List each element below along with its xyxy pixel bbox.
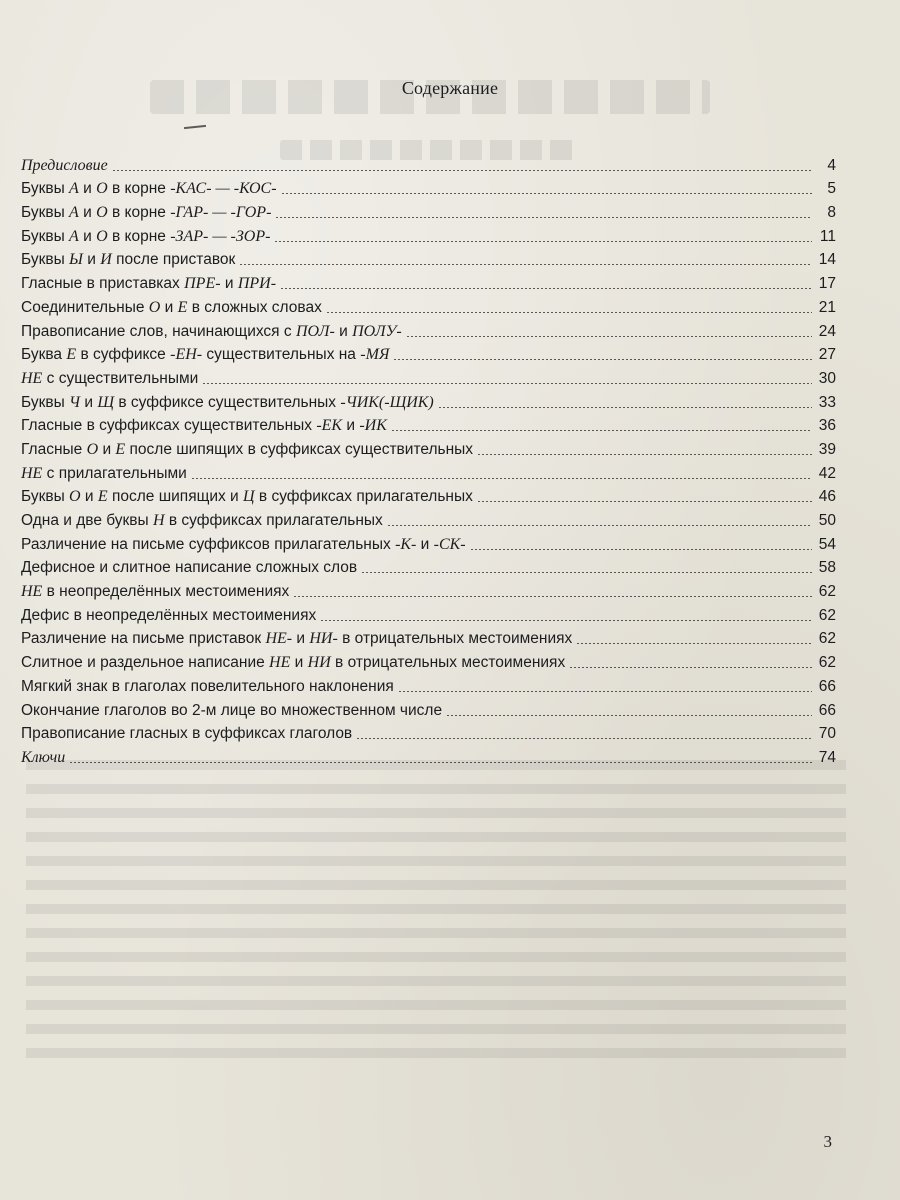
toc-entry-italic-part: А [69, 204, 79, 222]
toc-entry-text-part: Окончание глаголов во 2-м лице во множественном числе [21, 701, 443, 719]
toc-page-number: 27 [818, 346, 836, 364]
toc-page-number: 62 [818, 654, 836, 672]
toc-entry [21, 270, 836, 294]
toc-page-number: 62 [818, 606, 836, 624]
toc-entry-text-part: и [80, 393, 98, 411]
toc-page-number: 36 [818, 417, 836, 435]
dot-leader [477, 454, 812, 455]
toc-entry-italic-part: НЕ [21, 369, 43, 387]
toc-entry-italic-part: Ы [69, 251, 83, 269]
toc-entry [21, 602, 836, 626]
toc-entry-title [21, 274, 278, 294]
toc-entry-title [21, 724, 354, 744]
toc-entry-title [21, 416, 389, 436]
toc-entry-text-part: в суффиксе [76, 346, 171, 364]
toc-entry-title [21, 156, 110, 176]
toc-entry [21, 626, 836, 650]
toc-entry-text-part: Дефисное и слитное написание сложных слов [21, 559, 358, 577]
dot-leader [320, 620, 812, 621]
toc-entry-title [21, 629, 574, 649]
toc-entry [21, 318, 836, 342]
toc-entry-text-part: в суффиксе существительных [114, 393, 341, 411]
toc-entry-title [21, 511, 385, 531]
toc-entry [21, 555, 836, 579]
toc-entry-title [21, 558, 359, 578]
dot-leader [470, 549, 812, 550]
toc-entry [21, 152, 836, 176]
dot-leader [361, 572, 812, 573]
toc-entry [21, 436, 836, 460]
toc-entry-title [21, 440, 475, 460]
toc-entry-text-part: с существительными [42, 369, 199, 387]
toc-entry-italic-part: О [148, 298, 161, 316]
toc-entry-italic-part: -ЕК [316, 417, 343, 435]
toc-entry-title [21, 582, 291, 602]
toc-entry-italic-part: НЕ [269, 654, 291, 672]
toc-entry-title [21, 179, 279, 199]
toc-page-number: 66 [818, 677, 836, 695]
toc-entry-text-part: и [334, 322, 353, 340]
toc-entry-text-part: в суффиксах прилагательных [254, 488, 473, 506]
toc-entry [21, 460, 836, 484]
toc-entry-text-part: и [80, 488, 98, 506]
toc-entry-text-part: Одна и две буквы [21, 512, 153, 529]
toc-entry-italic-part: Е [66, 346, 77, 364]
toc-entry-italic-part: НЕ- [265, 630, 293, 648]
toc-entry-text-part: Правописание гласных в суффиксах глаголов [21, 725, 353, 743]
toc-entry-text-part: Мягкий знак в глаголах повелительного наклонения [21, 677, 394, 695]
toc-entry-italic-part: -КАС- — -КОС- [170, 180, 277, 198]
toc-entry-text-part: Буквы [21, 180, 70, 198]
toc-entry-italic-part: -ГАР- — -ГОР- [170, 204, 272, 222]
toc-entry-text-part: и [160, 298, 178, 316]
toc-entry-title [21, 535, 468, 555]
toc-entry-title [21, 250, 237, 270]
toc-page-number: 5 [827, 180, 836, 198]
toc-entry-title [21, 203, 273, 223]
dot-leader [393, 359, 812, 360]
toc-entry [21, 413, 836, 437]
toc-entry-title [21, 653, 567, 673]
toc-entry-italic-part: НЕ [21, 464, 43, 482]
toc-entry [21, 721, 836, 745]
toc-entry [21, 578, 836, 602]
toc-entry-text-part: и [292, 630, 310, 648]
toc-entry [21, 484, 836, 508]
toc-entry-title [21, 677, 396, 697]
toc-entry-italic-part: -ЗАР- — -ЗОР- [170, 227, 271, 245]
toc-page-number: 8 [827, 204, 836, 222]
toc-entry-italic-part: -ЕН- [170, 346, 203, 364]
dot-leader [356, 738, 812, 739]
toc-entry-italic-part: -СК- [433, 535, 466, 553]
toc-entry-text-part: и [290, 654, 308, 672]
dot-leader [391, 430, 812, 431]
dot-leader [280, 288, 812, 289]
toc-entry [21, 649, 836, 673]
toc-entry-text-part: и [78, 227, 97, 245]
dot-leader [569, 667, 812, 668]
toc-entry [21, 673, 836, 697]
toc-page-number: 42 [818, 464, 836, 482]
dot-leader [446, 715, 812, 716]
toc-entry-text-part: в неопределённых местоимениях [42, 583, 290, 601]
toc-page-number: 21 [818, 298, 836, 316]
toc-entry-italic-part: О [86, 440, 99, 458]
toc-entry-text-part: Буквы [21, 227, 70, 245]
toc-entry [21, 744, 836, 768]
toc-entry [21, 247, 836, 271]
toc-entry-italic-part: Н [153, 512, 165, 529]
toc-entry [21, 697, 836, 721]
toc-entry-italic-part: -ИК [359, 417, 387, 435]
toc-entry-italic-part: ПОЛУ- [352, 322, 402, 340]
toc-entry-text-part: в корне [107, 180, 171, 198]
dot-leader [387, 525, 812, 526]
toc-entry-title [21, 227, 272, 247]
toc-entry-italic-part: О [96, 204, 108, 222]
toc-entry-title [21, 606, 318, 626]
toc-entry-text-part: Буквы [21, 488, 70, 506]
toc-entry-italic-part: ПОЛ- [295, 322, 335, 340]
toc-entry [21, 223, 836, 247]
toc-entry-italic-part: О [96, 180, 108, 198]
toc-entry-title [21, 393, 436, 413]
toc-page-number: 17 [818, 275, 836, 293]
toc-entry-italic-part: -ЧИК(-ЩИК) [340, 393, 434, 411]
toc-entry [21, 176, 836, 200]
toc-page-number: 4 [827, 156, 836, 174]
toc-entry-text-part: Различение на письме суффиксов прилагательных [21, 535, 396, 553]
dot-leader [112, 170, 812, 171]
toc-entry-text-part: Буквы [21, 204, 70, 222]
toc-entry-text-part: в отрицательных местоимениях [330, 654, 566, 672]
toc-entry [21, 389, 836, 413]
toc-entry-text-part: Гласные [21, 440, 87, 458]
toc-entry-text-part: и [83, 251, 101, 269]
toc-page-number: 50 [818, 512, 836, 529]
toc-page-number: 39 [818, 440, 836, 458]
toc-entry-italic-part: Ц [243, 488, 255, 506]
toc-entry-italic-part: НИ- [309, 630, 338, 648]
toc-entry-italic-part: О [96, 227, 108, 245]
toc-entry-italic-part: А [69, 180, 79, 198]
toc-entry-text-part: в отрицательных местоимениях [337, 630, 573, 648]
toc-page-number: 33 [818, 393, 836, 411]
toc-entry-text-part: в сложных словах [187, 298, 322, 316]
toc-entry-text-part: после приставок [111, 251, 236, 269]
toc-entry [21, 294, 836, 318]
dot-leader [275, 217, 812, 218]
dot-leader [281, 193, 812, 194]
toc-page-number: 74 [818, 748, 836, 766]
toc-page-number: 30 [818, 369, 836, 387]
dot-leader [438, 407, 812, 408]
toc-entry-italic-part: -МЯ [360, 346, 390, 364]
toc-entry-text-part: после шипящих и [107, 488, 244, 506]
toc-entry-text-part: и [220, 275, 238, 293]
toc-entry-text-part: Буквы [21, 251, 70, 269]
toc-entry-title [21, 464, 189, 484]
toc-page-number: 14 [818, 251, 836, 269]
toc-entry-italic-part: Предисловие [21, 156, 108, 174]
toc-entry-italic-part: Ч [69, 393, 81, 411]
dot-leader [202, 383, 812, 384]
toc-entry-text-part: и [416, 535, 434, 553]
toc-entry-text-part: в корне [107, 227, 171, 245]
toc-page-number: 46 [818, 488, 836, 506]
page-number: 3 [823, 1132, 832, 1151]
toc-entry-italic-part: Ключи [21, 748, 66, 766]
toc-page-number: 66 [818, 701, 836, 719]
toc-entry-text-part: Правописание слов, начинающихся с [21, 322, 296, 340]
toc-entry-italic-part: Щ [97, 393, 115, 411]
toc-entry-title [21, 487, 475, 507]
bleed-through-text [26, 760, 846, 1070]
toc-page-number: 70 [818, 725, 836, 743]
toc-entry-text-part: существительных на [202, 346, 361, 364]
toc-entry-italic-part: Е [177, 298, 188, 316]
toc-entry-text-part: Буквы [21, 393, 70, 411]
toc-entry-title [21, 345, 391, 365]
toc-entry-italic-part: НЕ [21, 583, 43, 601]
toc-entry-italic-part: Е [115, 440, 126, 458]
dot-leader [326, 312, 812, 313]
page-title: Содержание [401, 78, 499, 98]
toc-entry-text-part: Соединительные [21, 298, 149, 316]
toc-page-number: 24 [818, 322, 836, 340]
toc-entry-title [21, 322, 404, 342]
toc-entry [21, 531, 836, 555]
toc-entry-italic-part: И [100, 251, 112, 269]
dot-leader [239, 264, 812, 265]
toc-entry-title [21, 748, 67, 768]
toc-entry-italic-part: Е [97, 488, 108, 506]
toc-page-number: 54 [818, 535, 836, 553]
dot-leader [477, 501, 812, 502]
toc-entry-italic-part: -К- [395, 535, 417, 553]
toc-entry-title [21, 701, 444, 721]
dot-leader [398, 691, 812, 692]
toc-entry-text-part: Гласные в приставках [21, 275, 185, 293]
toc-page-number: 11 [819, 227, 836, 245]
toc-entry-text-part: Различение на письме приставок [21, 630, 266, 648]
table-of-contents [21, 152, 836, 768]
toc-entry-text-part: и [342, 417, 360, 435]
toc-entry [21, 342, 836, 366]
toc-entry-text-part: Гласные в суффиксах существительных [21, 417, 317, 435]
toc-entry-title [21, 369, 200, 389]
dot-leader [576, 643, 812, 644]
toc-entry [21, 507, 836, 531]
dot-leader [406, 336, 812, 337]
toc-entry-italic-part: ПРИ- [237, 275, 277, 293]
toc-entry [21, 365, 836, 389]
toc-entry-title [21, 298, 324, 318]
toc-page-number: 62 [818, 583, 836, 601]
dot-leader [191, 478, 812, 479]
toc-entry-text-part: в суффиксах прилагательных [164, 512, 383, 529]
toc-page-number: 62 [818, 630, 836, 648]
toc-entry-italic-part: ПРЕ- [184, 275, 221, 293]
dot-leader [69, 762, 812, 763]
dot-leader [274, 241, 812, 242]
dot-leader [293, 596, 812, 597]
toc-entry-italic-part: А [69, 227, 79, 245]
toc-entry-text-part: Слитное и раздельное написание [21, 654, 270, 672]
toc-entry-italic-part: О [69, 488, 81, 506]
toc-entry-text-part: и [78, 180, 97, 198]
toc-entry-text-part: после шипящих в суффиксах существительных [125, 440, 474, 458]
toc-entry-text-part: Буква [21, 346, 67, 364]
toc-entry-text-part: с прилагательными [42, 464, 187, 482]
toc-entry-text-part: и [98, 440, 116, 458]
toc-page-number: 58 [818, 559, 836, 577]
toc-entry-text-part: Дефис в неопределённых местоимениях [21, 606, 317, 624]
toc-entry-text-part: в корне [107, 204, 171, 222]
toc-entry [21, 199, 836, 223]
toc-entry-italic-part: НИ [307, 654, 331, 672]
toc-entry-text-part: и [78, 204, 97, 222]
